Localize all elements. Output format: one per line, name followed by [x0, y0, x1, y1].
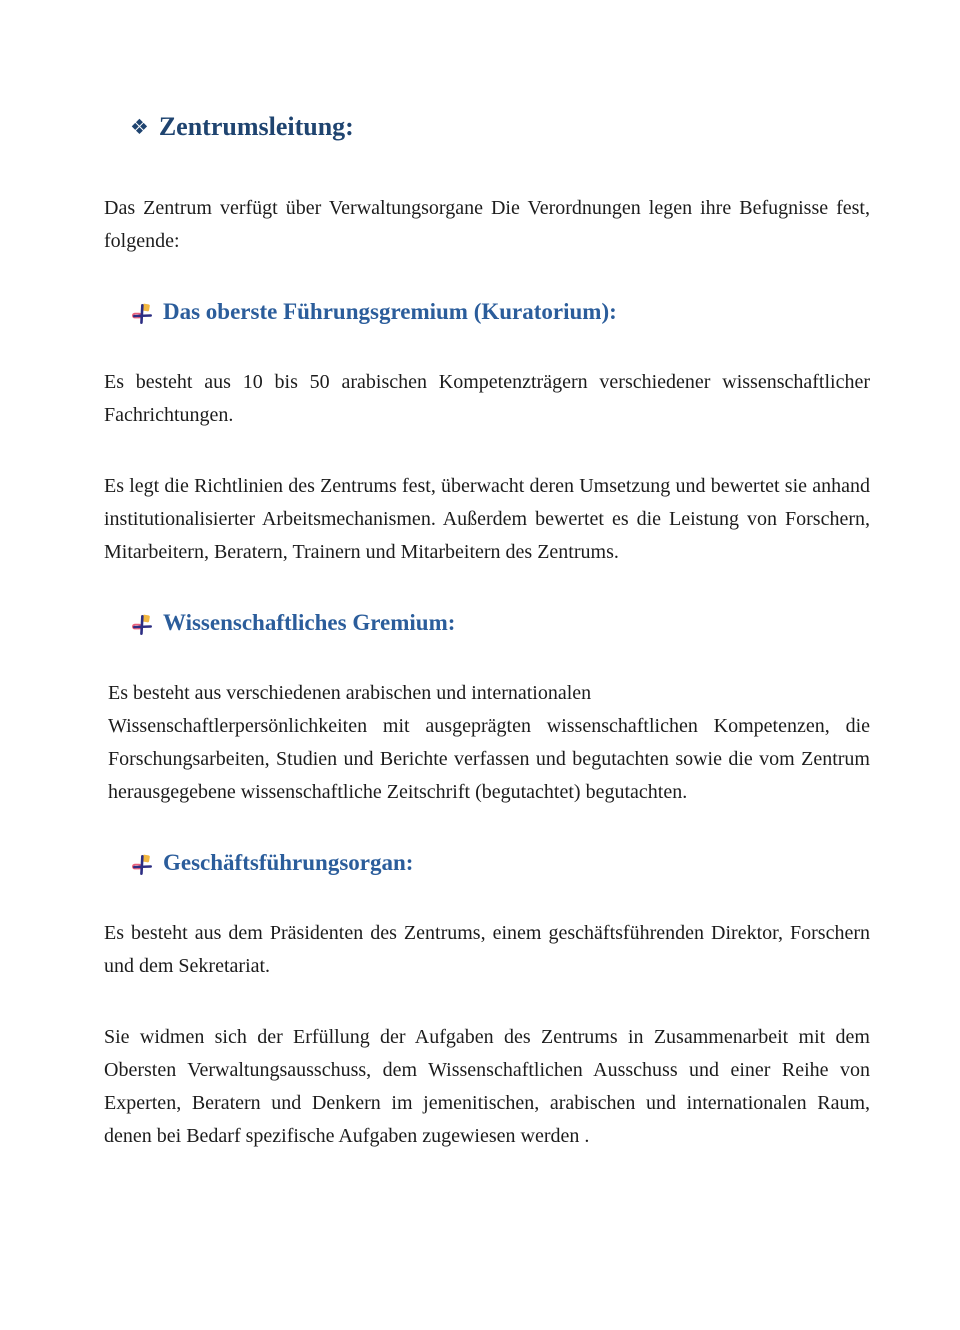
body-paragraph-first-line: Es besteht aus verschiedenen arabischen und internationalen: [108, 682, 592, 704]
body-paragraph: Wissenschaftlerpersönlichkeiten mit ausgeprägten wissenschaftlichen Kompetenzen, die Forschungsarbeiten, Studien und Berichte verfassen und begutachten sowie die vom Zentrum herausgegebene wissenschaftliche Zeitschrift (begutachtet) begutachten.: [108, 715, 870, 803]
four-diamonds-icon: ❖: [130, 115, 149, 139]
section-heading-text: Geschäftsführungsorgan:: [163, 850, 414, 875]
section-heading-text: Wissenschaftliches Gremium:: [163, 610, 456, 635]
colored-dagger-bullet-icon: [130, 853, 154, 877]
page-title-text: Zentrumsleitung:: [158, 112, 354, 141]
body-paragraph: Es besteht aus 10 bis 50 arabischen Kompetenzträgern verschiedener wissenschaftlicher Fachrichtungen.: [104, 371, 870, 426]
colored-dagger-bullet-icon: [130, 613, 154, 637]
section-heading-kuratorium: [130, 296, 870, 328]
intro-paragraph: Das Zentrum verfügt über Verwaltungsorgane Die Verordnungen legen ihre Befugnisse fest, folgende:: [104, 197, 870, 252]
body-paragraph: Es legt die Richtlinien des Zentrums fest, überwacht deren Umsetzung und bewertet sie anhand institutionalisierter Arbeitsmechanismen. Außerdem bewertet es die Leistung von Forschern, Mitarbeitern, Beratern, Trainern und Mitarbeitern des Zentrums.: [104, 475, 870, 563]
section-heading-wissenschaftliches-gremium: [130, 607, 870, 639]
body-paragraph: Sie widmen sich der Erfüllung der Aufgaben des Zentrums in Zusammenarbeit mit dem Obersten Verwaltungsausschuss, dem Wissenschaftlichen Ausschuss und einer Reihe von Experten, Beratern und Denkern im jemenitischen, arabischen und internationalen Raum, denen bei Bedarf spezifische Aufgaben zugewiesen werden .: [104, 1026, 870, 1147]
page-title: [130, 108, 870, 146]
colored-dagger-bullet-icon: [130, 302, 154, 326]
section-heading-text: Das oberste Führungsgremium (Kuratorium):: [163, 299, 617, 324]
body-paragraph: Es besteht aus dem Präsidenten des Zentrums, einem geschäftsführenden Direktor, Forschern und dem Sekretariat.: [104, 922, 870, 977]
section-heading-geschaeftsfuehrungsorgan: [130, 847, 870, 879]
